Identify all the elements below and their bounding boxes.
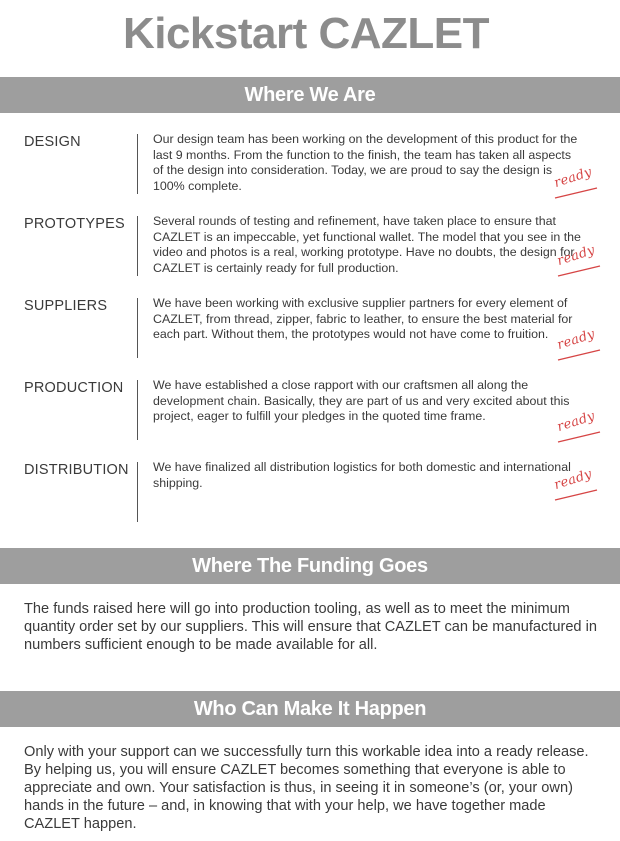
where-we-are-heading: Where We Are — [0, 77, 620, 113]
ready-stamp-icon: ready — [556, 340, 604, 362]
row-text: Our design team has been working on the development of this product for the last 9 months. From the function to the finish, the team has taken all aspects of the design into consideration. Today, we are proud to say the design is 100% complete. — [153, 132, 578, 193]
row-text: We have been working with exclusive supplier partners for every element of CAZLET, from thread, zipper, fabric to leather, to ensure the best material for each part. Without them, the prototypes would not have come to fruition. — [153, 296, 573, 342]
row-text: Several rounds of testing and refinement, have taken place to ensure that CAZLET is an impeccable, yet functional wallet. The model that you see in the video and photos is a real, working prototype. Have no doubts, the design for CAZLET is certainly ready for full production. — [153, 214, 581, 275]
ready-stamp-icon: ready — [556, 256, 604, 278]
row-text: We have finalized all distribution logistics for both domestic and international shipping. — [153, 460, 571, 490]
divider — [137, 298, 138, 358]
row-label: DISTRIBUTION — [24, 462, 129, 478]
ready-stamp-icon: ready — [553, 480, 601, 502]
happen-body: Only with your support can we successfully turn this workable idea into a ready release. By helping us, you will ensure CAZLET becomes something that everyone is able to appreciate and own. Your satisfaction is thus, in seeing it in someone’s (or, your own) hands in the future – and, in knowing that with your help, we have together made CAZLET happen. — [24, 744, 589, 832]
funding-body: The funds raised here will go into production tooling, as well as to meet the minimum quantity order set by our suppliers. This will ensure that CAZLET can be manufactured in numbers sufficient enough to be made available for all. — [24, 601, 597, 653]
happen-heading: Who Can Make It Happen — [0, 691, 620, 727]
ready-stamp-icon: ready — [553, 178, 601, 200]
divider — [137, 134, 138, 194]
row-label: SUPPLIERS — [24, 298, 108, 314]
divider — [137, 380, 138, 440]
ready-stamp-icon: ready — [556, 422, 604, 444]
row-label: PROTOTYPES — [24, 216, 125, 232]
row-label: DESIGN — [24, 134, 81, 150]
row-text: We have established a close rapport with our craftsmen all along the development chain. Basically, they are part of us and very excited about this project, eager to fulfill your pledges in the quoted time frame. — [153, 378, 570, 424]
row-label: PRODUCTION — [24, 380, 124, 396]
divider — [137, 216, 138, 276]
page-title: Kickstart CAZLET — [122, 9, 490, 58]
divider — [137, 462, 138, 522]
funding-heading: Where The Funding Goes — [0, 548, 620, 584]
